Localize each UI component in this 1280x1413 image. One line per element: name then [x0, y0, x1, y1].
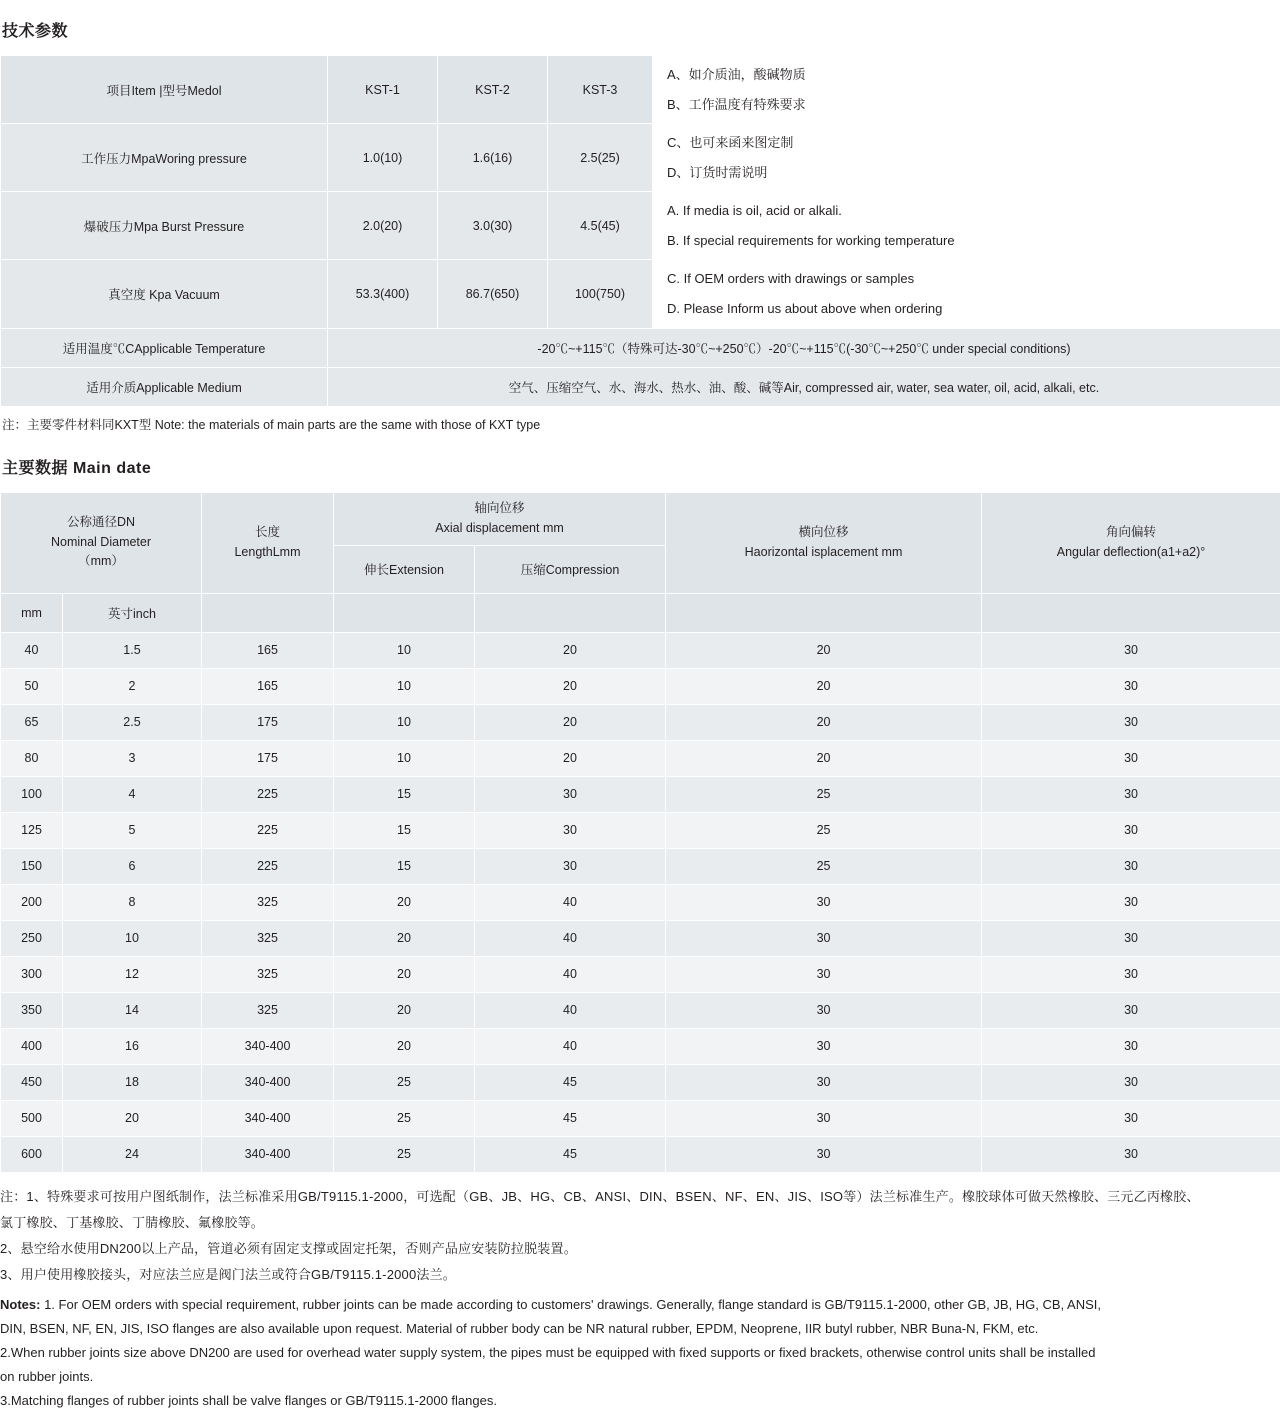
note-cn-1b: 氯丁橡胶、丁基橡胶、丁腈橡胶、氟橡胶等。	[0, 1211, 1280, 1235]
header-extension: 伸长Extension	[334, 545, 475, 593]
cell-compression: 20	[475, 740, 666, 776]
cell-mm: 450	[1, 1064, 63, 1100]
cell-horizontal: 25	[666, 812, 982, 848]
header-spacer-compression	[475, 593, 666, 632]
cell-inch: 2	[63, 668, 202, 704]
notes-en-block	[0, 1293, 1280, 1413]
cell-mm: 150	[1, 848, 63, 884]
cell-inch: 1.5	[63, 632, 202, 668]
cell-inch: 4	[63, 776, 202, 812]
table-row	[1, 992, 1280, 1028]
cell-angular: 30	[982, 1136, 1280, 1172]
cell-inch: 16	[63, 1028, 202, 1064]
cell-mm: 40	[1, 632, 63, 668]
cell-compression: 45	[475, 1064, 666, 1100]
header-angular-deflection	[982, 492, 1280, 593]
cell-horizontal: 30	[666, 884, 982, 920]
table-row	[1, 260, 1280, 329]
cell-extension: 20	[334, 1028, 475, 1064]
cell-angular: 30	[982, 848, 1280, 884]
note-cn-1: 注：1、特殊要求可按用户图纸制作，法兰标准采用GB/T9115.1-2000，可选配（GB、JB、HG、CB、ANSI、DIN、BSEN、NF、EN、JIS、ISO等）法兰标准生产。橡胶球体可做天然橡胶、三元乙丙橡胶、	[0, 1185, 1280, 1209]
side-note-c-en: C. If OEM orders with drawings or samples	[667, 264, 1274, 294]
side-note-group-4	[653, 260, 1280, 329]
header-dn-unit: （mm）	[5, 552, 197, 571]
cell-extension: 10	[334, 740, 475, 776]
cell-extension: 10	[334, 632, 475, 668]
tech-row-label-medium: 适用介质Applicable Medium	[1, 367, 328, 406]
cell-horizontal: 20	[666, 704, 982, 740]
cell-length: 175	[202, 704, 334, 740]
cell-horizontal: 30	[666, 1136, 982, 1172]
cell-angular: 30	[982, 1100, 1280, 1136]
cell-length: 225	[202, 812, 334, 848]
cell-extension: 25	[334, 1100, 475, 1136]
table-row	[1, 776, 1280, 812]
table-row	[1, 1136, 1280, 1172]
tech-row-label-working-pressure: 工作压力MpaWoring pressure	[1, 124, 328, 192]
tech-value-medium: 空气、压缩空气、水、海水、热水、油、酸、碱等Air, compressed air, water, sea water, oil, acid, alkali, etc.	[328, 367, 1280, 406]
cell-angular: 30	[982, 884, 1280, 920]
table-row	[1, 956, 1280, 992]
cell-angular: 30	[982, 668, 1280, 704]
tech-value-working-pressure-1: 1.0(10)	[328, 124, 438, 192]
note-en-3: 3.Matching flanges of rubber joints shall be valve flanges or GB/T9115.1-2000 flanges.	[0, 1389, 1280, 1413]
cell-mm: 125	[1, 812, 63, 848]
notes-en-label: Notes:	[0, 1297, 40, 1312]
side-note-d-cn: D、订货时需说明	[667, 158, 1274, 188]
table-row	[1, 367, 1280, 406]
header-spacer-horizontal	[666, 593, 982, 632]
header-horizontal-en: Haorizontal isplacement mm	[670, 543, 977, 562]
cell-inch: 2.5	[63, 704, 202, 740]
note-en-1b: DIN, BSEN, NF, EN, JIS, ISO flanges are also available upon request. Material of rubber body can be NR natural rubber, EPDM, Neoprene, IIR butyl rubber, NBR Buna-N, FKM, etc.	[0, 1317, 1280, 1341]
cell-length: 325	[202, 884, 334, 920]
tech-table-footnote: 注：主要零件材料同KXT型 Note: the materials of main parts are the same with those of KXT type	[0, 407, 1280, 437]
note-cn-3: 3、用户使用橡胶接头，对应法兰应是阀门法兰或符合GB/T9115.1-2000法兰。	[0, 1263, 1280, 1287]
product-spec-page	[0, 18, 1280, 1413]
cell-compression: 40	[475, 992, 666, 1028]
cell-compression: 30	[475, 812, 666, 848]
cell-mm: 600	[1, 1136, 63, 1172]
header-angular-en: Angular deflection(a1+a2)°	[986, 543, 1276, 562]
header-length	[202, 492, 334, 593]
header-dn-en: Nominal Diameter	[5, 533, 197, 552]
cell-compression: 20	[475, 704, 666, 740]
table-row	[1, 884, 1280, 920]
table-row	[1, 124, 1280, 192]
cell-inch: 12	[63, 956, 202, 992]
notes-block	[0, 1185, 1280, 1413]
tech-value-temperature: -20℃~+115℃（特殊可达-30℃~+250℃）-20℃~+115℃(-30℃~+250℃ under special conditions)	[328, 328, 1280, 367]
table-header-row	[1, 593, 1280, 632]
cell-mm: 80	[1, 740, 63, 776]
tech-row-label-vacuum: 真空度 Kpa Vacuum	[1, 260, 328, 329]
cell-mm: 65	[1, 704, 63, 740]
header-horizontal-displacement	[666, 492, 982, 593]
cell-extension: 10	[334, 704, 475, 740]
technical-parameters-table	[0, 55, 1280, 407]
cell-horizontal: 30	[666, 956, 982, 992]
cell-horizontal: 20	[666, 668, 982, 704]
cell-angular: 30	[982, 1028, 1280, 1064]
cell-compression: 20	[475, 632, 666, 668]
cell-mm: 300	[1, 956, 63, 992]
table-row	[1, 192, 1280, 260]
cell-inch: 14	[63, 992, 202, 1028]
cell-angular: 30	[982, 920, 1280, 956]
cell-length: 325	[202, 992, 334, 1028]
header-axial-displacement	[334, 492, 666, 545]
table-row	[1, 848, 1280, 884]
cell-extension: 25	[334, 1136, 475, 1172]
note-en-2: 2.When rubber joints size above DN200 are used for overhead water supply system, the pipes must be equipped with fixed supports or fixed brackets, otherwise control units shall be installed	[0, 1341, 1280, 1365]
tech-row-label-burst-pressure: 爆破压力Mpa Burst Pressure	[1, 192, 328, 260]
cell-extension: 20	[334, 956, 475, 992]
tech-value-vacuum-2: 86.7(650)	[438, 260, 548, 329]
side-note-group-1	[653, 56, 1280, 124]
table-row	[1, 920, 1280, 956]
cell-compression: 40	[475, 1028, 666, 1064]
tech-value-burst-pressure-2: 3.0(30)	[438, 192, 548, 260]
cell-horizontal: 25	[666, 776, 982, 812]
table-row	[1, 668, 1280, 704]
cell-horizontal: 25	[666, 848, 982, 884]
cell-mm: 50	[1, 668, 63, 704]
tech-value-burst-pressure-1: 2.0(20)	[328, 192, 438, 260]
cell-inch: 8	[63, 884, 202, 920]
cell-length: 165	[202, 632, 334, 668]
tech-params-title: 技术参数	[0, 18, 1280, 41]
cell-extension: 20	[334, 992, 475, 1028]
cell-extension: 10	[334, 668, 475, 704]
tech-value-burst-pressure-3: 4.5(45)	[548, 192, 653, 260]
tech-row-label-temperature: 适用温度℃CApplicable Temperature	[1, 328, 328, 367]
cell-inch: 24	[63, 1136, 202, 1172]
cell-mm: 350	[1, 992, 63, 1028]
cell-length: 225	[202, 776, 334, 812]
tech-value-vacuum-1: 53.3(400)	[328, 260, 438, 329]
cell-length: 325	[202, 920, 334, 956]
cell-length: 340-400	[202, 1064, 334, 1100]
cell-compression: 40	[475, 920, 666, 956]
tech-header-model-1: KST-1	[328, 56, 438, 124]
header-mm: mm	[1, 593, 63, 632]
cell-horizontal: 30	[666, 1028, 982, 1064]
side-note-b-en: B. If special requirements for working temperature	[667, 226, 1274, 256]
table-row	[1, 1028, 1280, 1064]
header-nominal-diameter	[1, 492, 202, 593]
header-length-cn: 长度	[206, 523, 329, 542]
cell-angular: 30	[982, 704, 1280, 740]
tech-header-item: 项目Item |型号Medol	[1, 56, 328, 124]
cell-compression: 45	[475, 1136, 666, 1172]
cell-mm: 250	[1, 920, 63, 956]
cell-inch: 6	[63, 848, 202, 884]
cell-mm: 200	[1, 884, 63, 920]
cell-length: 340-400	[202, 1100, 334, 1136]
tech-header-model-2: KST-2	[438, 56, 548, 124]
cell-angular: 30	[982, 632, 1280, 668]
table-row	[1, 704, 1280, 740]
header-horizontal-cn: 横向位移	[670, 523, 977, 542]
header-axial-cn: 轴向位移	[338, 499, 661, 518]
main-data-title: 主要数据 Main date	[0, 455, 1280, 478]
header-length-en: LengthLmm	[206, 543, 329, 562]
cell-inch: 3	[63, 740, 202, 776]
cell-horizontal: 30	[666, 920, 982, 956]
note-en-1-line	[0, 1293, 1280, 1317]
cell-inch: 20	[63, 1100, 202, 1136]
cell-horizontal: 30	[666, 992, 982, 1028]
tech-value-working-pressure-2: 1.6(16)	[438, 124, 548, 192]
cell-mm: 400	[1, 1028, 63, 1064]
cell-horizontal: 20	[666, 740, 982, 776]
cell-extension: 15	[334, 848, 475, 884]
tech-header-model-3: KST-3	[548, 56, 653, 124]
cell-extension: 20	[334, 920, 475, 956]
tech-value-vacuum-3: 100(750)	[548, 260, 653, 329]
cell-angular: 30	[982, 740, 1280, 776]
side-note-a-en: A. If media is oil, acid or alkali.	[667, 196, 1274, 226]
header-angular-cn: 角向偏转	[986, 523, 1276, 542]
cell-mm: 100	[1, 776, 63, 812]
cell-compression: 40	[475, 884, 666, 920]
table-row	[1, 740, 1280, 776]
cell-angular: 30	[982, 992, 1280, 1028]
note-en-2b: on rubber joints.	[0, 1365, 1280, 1389]
cell-angular: 30	[982, 776, 1280, 812]
cell-compression: 45	[475, 1100, 666, 1136]
side-note-c-cn: C、也可来函来图定制	[667, 128, 1274, 158]
table-header-row	[1, 492, 1280, 545]
side-note-d-en: D. Please Inform us about above when ordering	[667, 294, 1274, 324]
cell-extension: 25	[334, 1064, 475, 1100]
cell-length: 340-400	[202, 1028, 334, 1064]
tech-value-working-pressure-3: 2.5(25)	[548, 124, 653, 192]
cell-inch: 5	[63, 812, 202, 848]
cell-length: 225	[202, 848, 334, 884]
cell-mm: 500	[1, 1100, 63, 1136]
cell-extension: 15	[334, 812, 475, 848]
cell-length: 175	[202, 740, 334, 776]
side-note-group-2	[653, 124, 1280, 192]
table-row	[1, 1064, 1280, 1100]
cell-extension: 20	[334, 884, 475, 920]
cell-compression: 40	[475, 956, 666, 992]
side-note-b-cn: B、工作温度有特殊要求	[667, 90, 1274, 120]
header-inch: 英寸inch	[63, 593, 202, 632]
cell-length: 165	[202, 668, 334, 704]
cell-extension: 15	[334, 776, 475, 812]
cell-inch: 10	[63, 920, 202, 956]
cell-compression: 30	[475, 848, 666, 884]
table-row	[1, 812, 1280, 848]
cell-compression: 20	[475, 668, 666, 704]
main-data-table	[0, 492, 1280, 1173]
cell-length: 340-400	[202, 1136, 334, 1172]
table-row	[1, 328, 1280, 367]
header-spacer-extension	[334, 593, 475, 632]
cell-horizontal: 30	[666, 1100, 982, 1136]
header-dn-cn: 公称通径DN	[5, 513, 197, 532]
note-en-1: 1. For OEM orders with special requirement, rubber joints can be made according to customers' drawings. Generally, flange standard is GB/T9115.1-2000, other GB, JB, HG, CB, ANSI,	[40, 1297, 1101, 1312]
header-spacer-length	[202, 593, 334, 632]
cell-compression: 30	[475, 776, 666, 812]
header-axial-en: Axial displacement mm	[338, 519, 661, 538]
cell-angular: 30	[982, 956, 1280, 992]
cell-angular: 30	[982, 1064, 1280, 1100]
table-row	[1, 1100, 1280, 1136]
cell-horizontal: 30	[666, 1064, 982, 1100]
table-row	[1, 632, 1280, 668]
header-compression: 压缩Compression	[475, 545, 666, 593]
table-row	[1, 56, 1280, 124]
side-note-a-cn: A、如介质油，酸碱物质	[667, 60, 1274, 90]
cell-angular: 30	[982, 812, 1280, 848]
header-spacer-angular	[982, 593, 1280, 632]
cell-length: 325	[202, 956, 334, 992]
note-cn-2: 2、悬空给水使用DN200以上产品，管道必须有固定支撑或固定托架，否则产品应安装防拉脱装置。	[0, 1237, 1280, 1261]
side-note-group-3	[653, 192, 1280, 260]
cell-inch: 18	[63, 1064, 202, 1100]
cell-horizontal: 20	[666, 632, 982, 668]
